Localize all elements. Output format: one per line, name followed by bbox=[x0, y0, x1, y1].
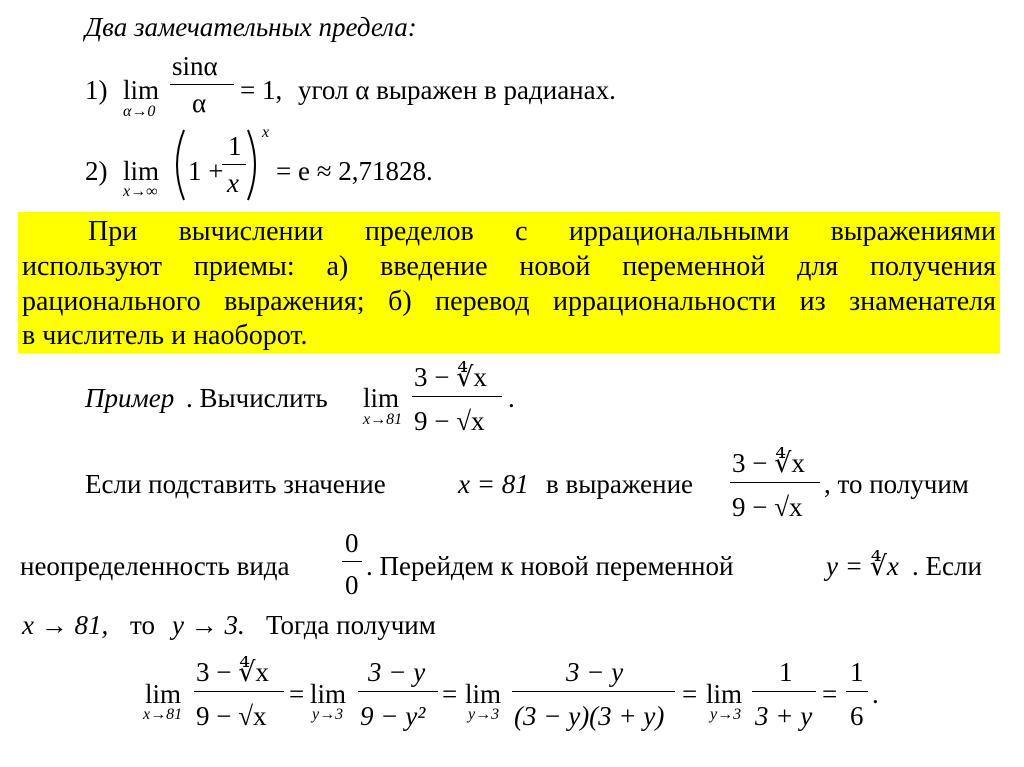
fraction-numerator: 1 bbox=[228, 131, 242, 161]
para2-math: y = ∜x bbox=[826, 551, 899, 581]
lim-subscript: y→3 bbox=[468, 706, 500, 723]
fraction-bar bbox=[170, 84, 234, 85]
fraction-numerator: 3 − y bbox=[566, 657, 624, 687]
para2-text-b: . Перейдем к новой переменной bbox=[366, 551, 734, 581]
fraction-bar bbox=[730, 482, 820, 483]
equals-one: = 1, bbox=[240, 75, 283, 105]
lim-word: lim bbox=[465, 679, 502, 709]
exponent: x bbox=[262, 124, 270, 141]
highlight-line-4: в числитель и наоборот. bbox=[22, 320, 308, 351]
example-text: . Вычислить bbox=[186, 383, 328, 413]
equals-sign: = bbox=[442, 679, 458, 709]
para1-math: x = 81 bbox=[458, 469, 529, 499]
fraction-numerator: 3 − ∜x bbox=[414, 362, 487, 392]
lim-word: lim bbox=[145, 679, 182, 709]
para2-text-c: . Если bbox=[912, 551, 982, 581]
fraction-bar bbox=[412, 396, 502, 397]
lim-subscript: x→81 bbox=[143, 706, 183, 723]
fraction-numerator: 0 bbox=[345, 528, 359, 558]
left-paren-icon bbox=[168, 128, 188, 202]
lim-word: lim bbox=[123, 75, 160, 105]
equals-sign: = bbox=[289, 679, 305, 709]
highlight-line-2: используют приемы: а) введение новой переменной для получения bbox=[22, 251, 996, 282]
lim-word: lim bbox=[363, 383, 400, 413]
fraction-numerator: 1 bbox=[779, 657, 793, 687]
lim-word: lim bbox=[706, 679, 743, 709]
para1-text-c: , то получим bbox=[824, 469, 969, 499]
equals-e-value: = e ≈ 2,71828. bbox=[276, 156, 433, 186]
example-label: Пример bbox=[85, 383, 175, 413]
highlight-line-3: рационального выражения; б) перевод иррациональности из знаменателя bbox=[22, 286, 996, 317]
para3-text-then: то bbox=[130, 610, 155, 640]
highlight-line-1: При вычислении пределов с иррациональными выражениями bbox=[88, 216, 996, 247]
fraction-denominator: 9 − y² bbox=[360, 701, 426, 731]
lim-word: lim bbox=[310, 679, 347, 709]
fraction-denominator: 0 bbox=[345, 570, 359, 600]
para3-text-d: Тогда получим bbox=[266, 610, 436, 640]
lim-word: lim bbox=[123, 156, 160, 186]
fraction-bar bbox=[846, 691, 868, 692]
fraction-denominator: 9 − √x bbox=[414, 406, 485, 436]
one-plus: 1 + bbox=[188, 156, 224, 186]
fraction-numerator: 3 − y bbox=[368, 657, 426, 687]
equals-sign: = bbox=[682, 679, 698, 709]
fraction-denominator: α bbox=[192, 88, 207, 118]
limit-2-number: 2) bbox=[85, 156, 108, 186]
fraction-bar bbox=[342, 561, 362, 562]
right-paren-icon bbox=[244, 128, 264, 202]
fraction-numerator: 3 − ∜x bbox=[732, 448, 805, 478]
lim-subscript: α→0 bbox=[123, 103, 156, 120]
fraction-numerator: 3 − ∜x bbox=[196, 657, 269, 687]
fraction-denominator: (3 − y)(3 + y) bbox=[514, 701, 665, 731]
para1-text-a: Если подставить значение bbox=[85, 469, 386, 499]
period: . bbox=[508, 383, 515, 413]
page-title: Два замечательных предела: bbox=[85, 12, 417, 42]
limit-1-number: 1) bbox=[85, 75, 108, 105]
lim-subscript: x→∞ bbox=[123, 183, 158, 200]
fraction-bar bbox=[194, 691, 284, 692]
equals-sign: = bbox=[822, 679, 838, 709]
period: . bbox=[872, 679, 879, 709]
highlighted-paragraph bbox=[18, 212, 1000, 353]
fraction-bar bbox=[222, 164, 246, 165]
para3-y-to-3: y → 3. bbox=[172, 610, 245, 640]
lim-subscript: x→81 bbox=[363, 411, 403, 428]
para1-text-b: в выражение bbox=[546, 469, 694, 499]
radians-text: угол α выражен в радианах. bbox=[298, 75, 616, 105]
fraction-bar bbox=[358, 691, 438, 692]
fraction-denominator: 9 − √x bbox=[196, 701, 267, 731]
fraction-denominator: 9 − √x bbox=[732, 492, 803, 522]
fraction-bar bbox=[512, 691, 675, 692]
para3-x-to-81: x → 81, bbox=[22, 610, 109, 640]
lim-subscript: y→3 bbox=[710, 706, 742, 723]
para2-text-a: неопределенность вида bbox=[20, 551, 290, 581]
fraction-denominator: 3 + y bbox=[755, 701, 813, 731]
fraction-numerator: sinα bbox=[172, 51, 218, 81]
fraction-denominator: 6 bbox=[850, 701, 864, 731]
fraction-numerator: 1 bbox=[850, 657, 864, 687]
lim-subscript: y→3 bbox=[312, 706, 344, 723]
fraction-bar bbox=[752, 691, 816, 692]
fraction-denominator: x bbox=[227, 168, 239, 198]
